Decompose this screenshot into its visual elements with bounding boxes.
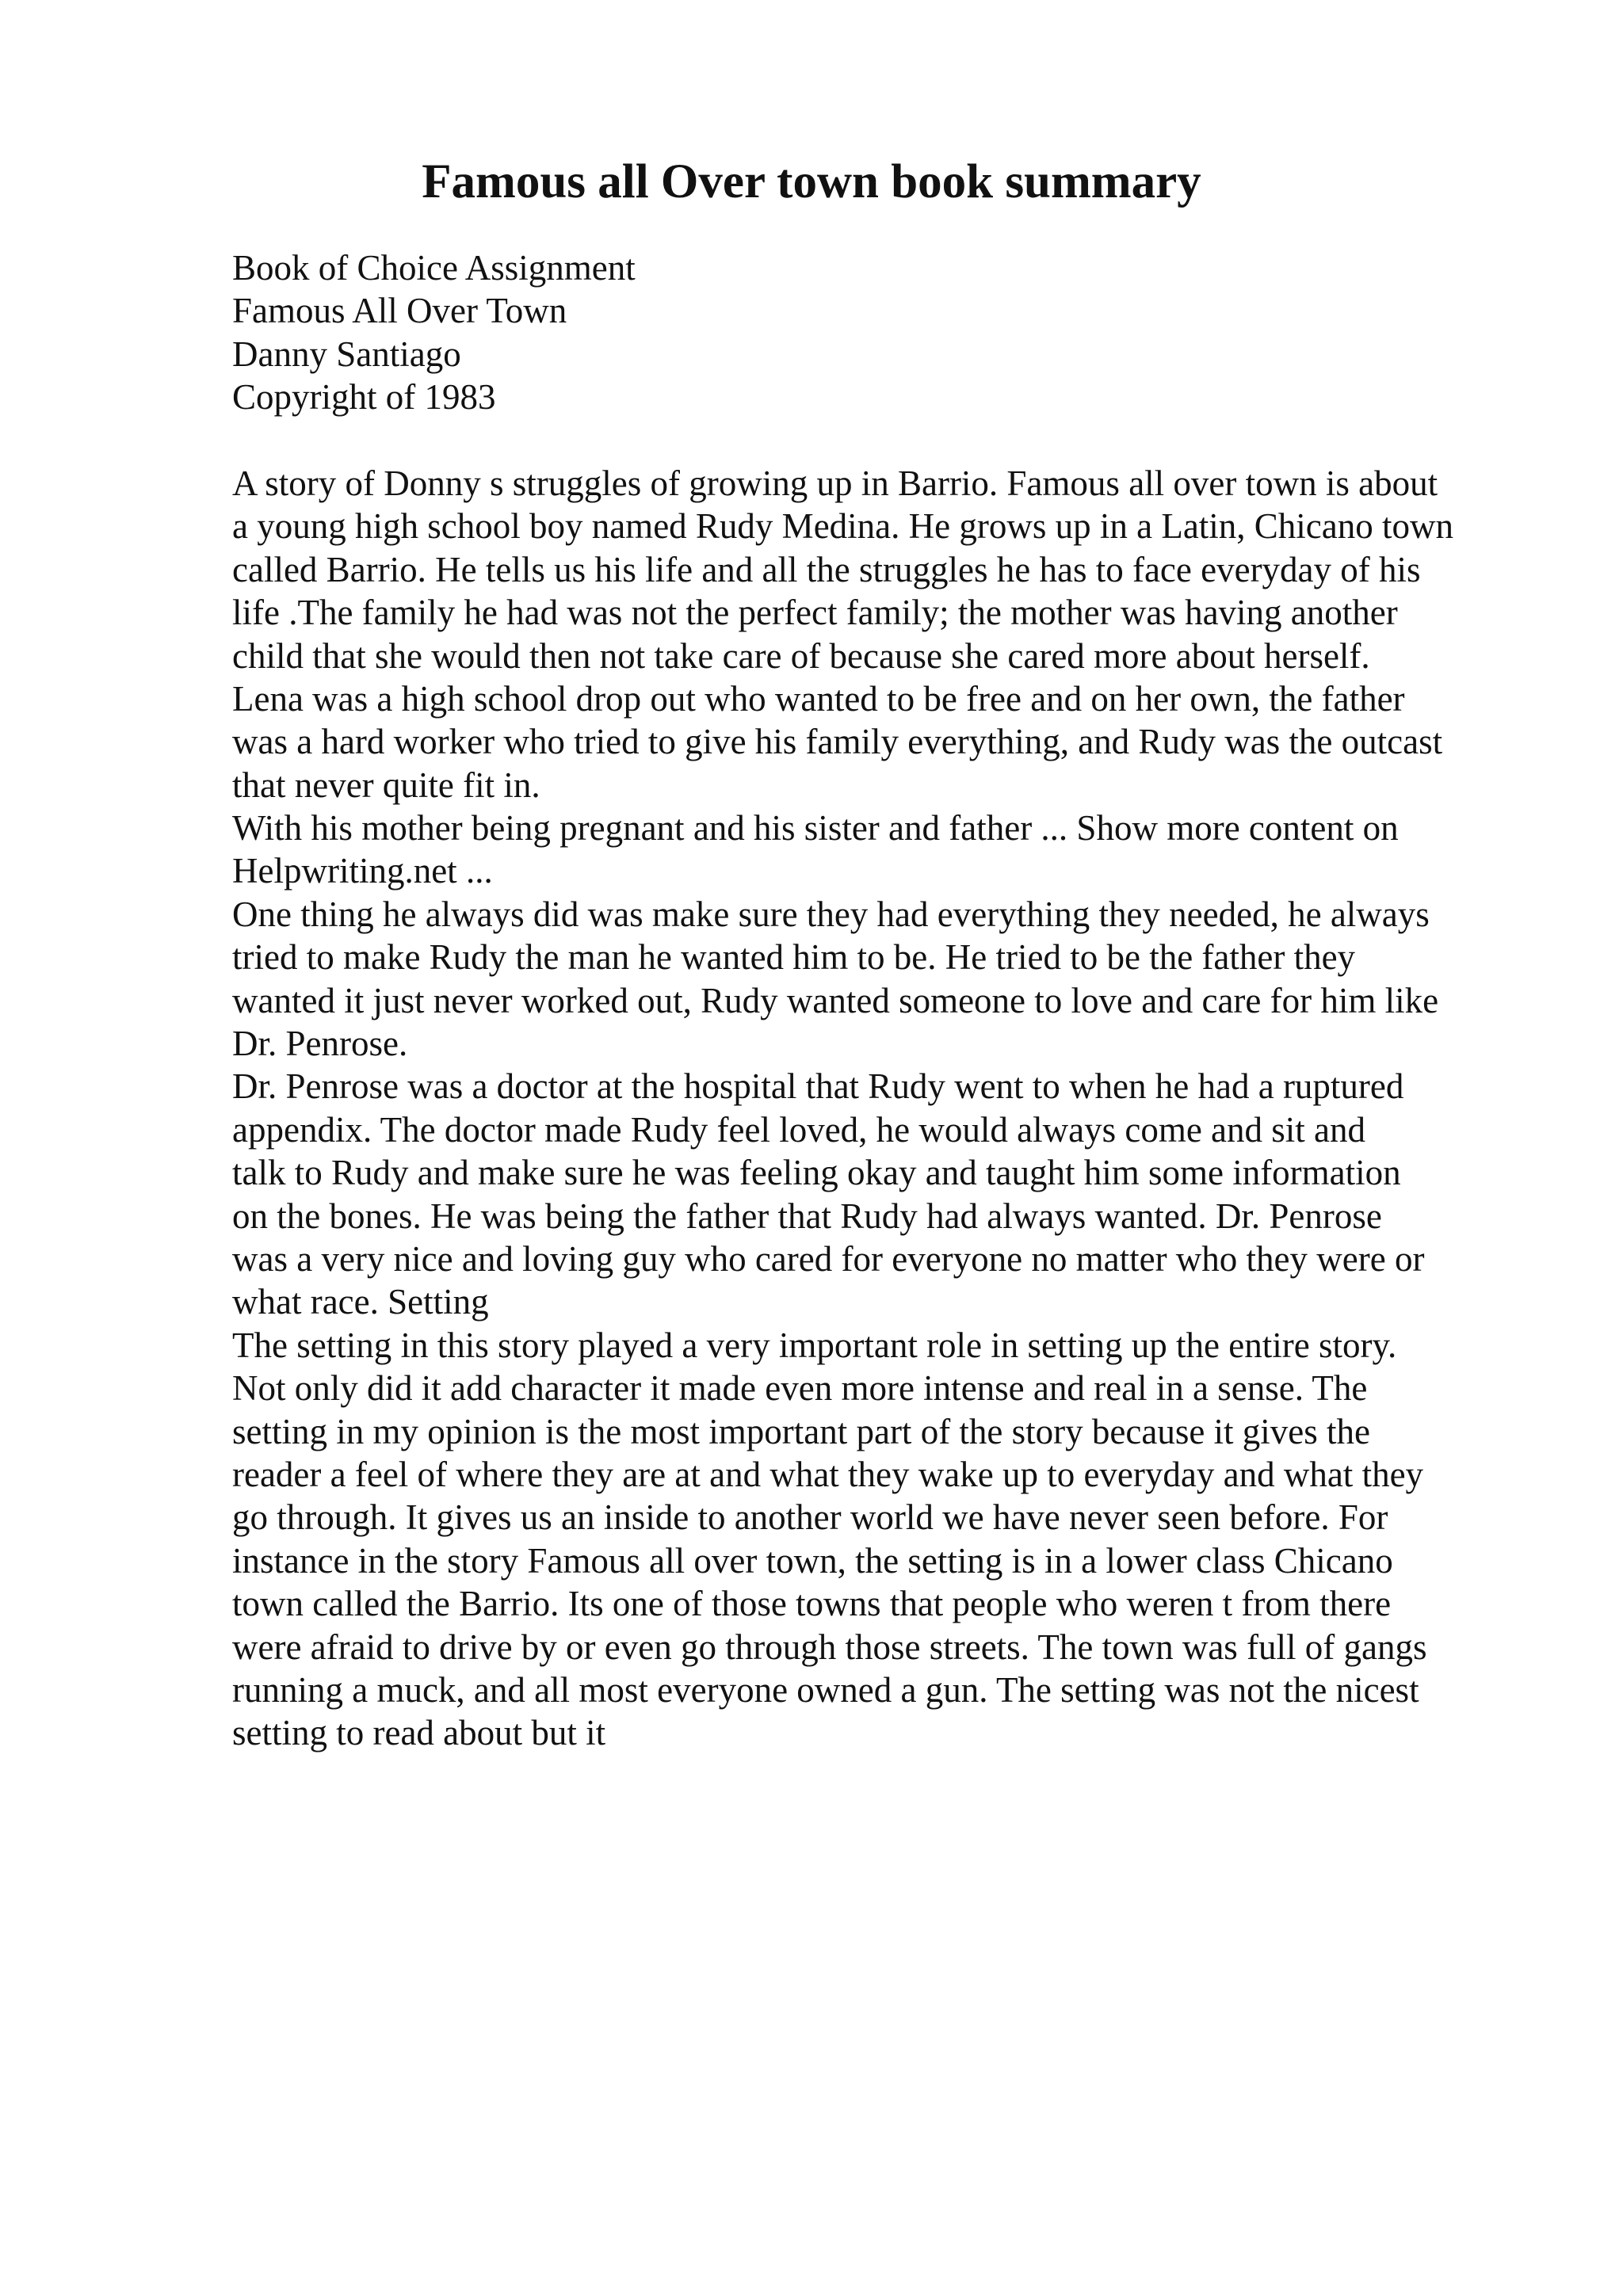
header-line-book-title: Famous All Over Town	[232, 291, 567, 331]
document-title: Famous all Over town book summary	[422, 155, 1201, 208]
body-line: called Barrio. He tells us his life and all the struggles he has to face everyday of his	[232, 549, 1421, 589]
body-line: setting to read about but it	[232, 1713, 606, 1753]
body-line: was a very nice and loving guy who cared for everyone no matter who they were or	[232, 1238, 1425, 1279]
body-line: go through. It gives us an inside to another world we have never seen before. For	[232, 1497, 1388, 1538]
body-line: that never quite fit in.	[232, 765, 540, 805]
body-line: was a hard worker who tried to give his family everything, and Rudy was the outcast	[232, 722, 1443, 762]
body-line: A story of Donny s struggles of growing up in Barrio. Famous all over town is about	[232, 463, 1438, 503]
body-line: life .The family he had was not the perfect family; the mother was having another	[232, 593, 1398, 633]
body-line: wanted it just never worked out, Rudy wanted someone to love and care for him like	[232, 980, 1439, 1020]
body-line: appendix. The doctor made Rudy feel loved, he would always come and sit and	[232, 1109, 1366, 1150]
body-line: With his mother being pregnant and his sister and father ... Show more content on	[232, 808, 1399, 849]
header-line-copyright: Copyright of 1983	[232, 377, 496, 418]
body-line: a young high school boy named Rudy Medina. He grows up in a Latin, Chicano town	[232, 506, 1454, 547]
body-line: The setting in this story played a very important role in setting up the entire story.	[232, 1325, 1397, 1365]
document-body	[232, 246, 1532, 1755]
body-line: Dr. Penrose was a doctor at the hospital that Rudy went to when he had a ruptured	[232, 1066, 1404, 1107]
body-line: reader a feel of where they are at and what they wake up to everyday and what they	[232, 1454, 1424, 1494]
body-line: talk to Rudy and make sure he was feeling okay and taught him some information	[232, 1153, 1401, 1193]
blank-spacer	[232, 419, 1532, 462]
body-line: town called the Barrio. Its one of those towns that people who weren t from there	[232, 1584, 1392, 1624]
header-line-author: Danny Santiago	[232, 334, 461, 374]
body-line: Not only did it add character it made even more intense and real in a sense. The	[232, 1368, 1368, 1409]
body-line: running a muck, and all most everyone owned a gun. The setting was not the nicest	[232, 1669, 1419, 1710]
body-line: Dr. Penrose.	[232, 1024, 408, 1064]
body-line: were afraid to drive by or even go through those streets. The town was full of gangs	[232, 1627, 1427, 1667]
body-line: Lena was a high school drop out who wanted to be free and on her own, the father	[232, 678, 1405, 719]
body-line: instance in the story Famous all over town, the setting is in a lower class Chicano	[232, 1540, 1393, 1581]
body-line: what race. Setting	[232, 1282, 489, 1322]
body-line: child that she would then not take care of because she cared more about herself.	[232, 635, 1370, 676]
body-line: tried to make Rudy the man he wanted him to be. He tried to be the father they	[232, 937, 1356, 978]
body-line: One thing he always did was make sure they had everything they needed, he always	[232, 894, 1430, 934]
body-line: Helpwriting.net ...	[232, 851, 493, 891]
body-line: on the bones. He was being the father that Rudy had always wanted. Dr. Penrose	[232, 1196, 1382, 1236]
header-line-assignment: Book of Choice Assignment	[232, 248, 636, 288]
body-line: setting in my opinion is the most important part of the story because it gives the	[232, 1411, 1371, 1451]
